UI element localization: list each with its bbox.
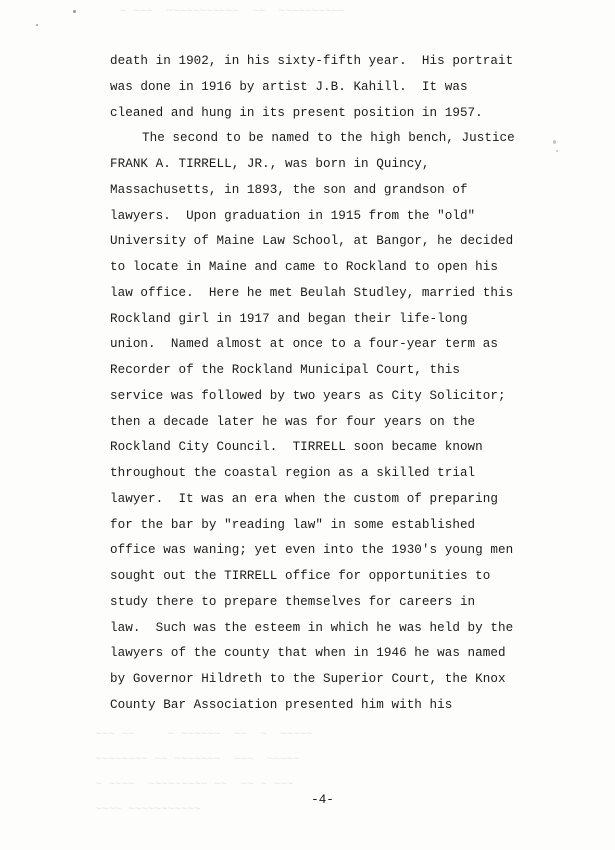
text-line: throughout the coastal region as a skilled trial bbox=[110, 466, 476, 480]
text-line: office was waning; yet even into the 1930's young men bbox=[110, 543, 514, 558]
text-line: Rockland City Council. TIRRELL soon became known bbox=[110, 440, 483, 455]
text-line: The second to be named to the high bench, Justice bbox=[142, 131, 515, 146]
text-line: then a decade later he was for four years on the bbox=[110, 414, 476, 429]
text-line: County Bar Association presented him with his bbox=[110, 697, 453, 712]
text-line: to locate in Maine and came to Rockland to open his bbox=[110, 260, 498, 274]
text-line: sought out the TIRRELL office for opportunities to bbox=[110, 569, 491, 583]
text-line: law office. Here he met Beulah Studley, married this bbox=[110, 285, 514, 300]
text-line: FRANK A. TIRRELL, JR., was born in Quincy, bbox=[110, 157, 430, 171]
text-line: was done in 1916 by artist J.B. Kahill. It was bbox=[110, 79, 468, 94]
text-line: death in 1902, in his sixty-fifth year. His portrait bbox=[110, 54, 514, 68]
bleed-through-mark: ~~~~ ~~~~~~~~~~~ bbox=[95, 804, 201, 816]
text-line: union. Named almost at once to a four-year term as bbox=[110, 337, 498, 352]
scan-speck bbox=[73, 10, 76, 13]
text-line: lawyers of the county that when in 1946 he was named bbox=[110, 646, 506, 661]
text-line: lawyers. Upon graduation in 1915 from the "old" bbox=[110, 208, 476, 223]
body-text bbox=[110, 49, 590, 719]
scan-speck bbox=[36, 24, 38, 26]
page-number: -4- bbox=[311, 793, 334, 807]
bleed-through-mark: ~~~~~~~~ ~~ ~~~~~~~ ~~~ ~~~~~ bbox=[95, 754, 300, 766]
text-line: Massachusetts, in 1893, the son and grandson of bbox=[110, 182, 468, 197]
text-line: Recorder of the Rockland Municipal Court, this bbox=[110, 363, 460, 377]
bleed-through-mark: ~~~ ~~ ~ ~~~~~~ ~~ ~ ~~~~~ bbox=[95, 729, 313, 741]
text-line: study there to prepare themselves for careers in bbox=[110, 594, 476, 609]
bleed-through-mark: ~ ~~~ ~~~~~~~~~~~ ~~ ~~~~~~~~~~ bbox=[120, 6, 345, 18]
bleed-through-mark: ~ ~~~~ ~~~~~~~~~ ~~ ~~ ~ ~~~ bbox=[95, 779, 294, 791]
text-line: by Governor Hildreth to the Superior Court, the Knox bbox=[110, 672, 506, 686]
text-line: for the bar by "reading law" in some established bbox=[110, 517, 476, 532]
text-line: law. Such was the esteem in which he was held by the bbox=[110, 620, 514, 635]
text-line: University of Maine Law School, at Bangor, he decided bbox=[110, 234, 514, 249]
text-line: service was followed by two years as City Solicitor; bbox=[110, 388, 506, 403]
text-line: lawyer. It was an era when the custom of preparing bbox=[110, 491, 498, 506]
text-line: Rockland girl in 1917 and began their life-long bbox=[110, 311, 468, 326]
text-line: cleaned and hung in its present position in 1957. bbox=[110, 105, 483, 120]
